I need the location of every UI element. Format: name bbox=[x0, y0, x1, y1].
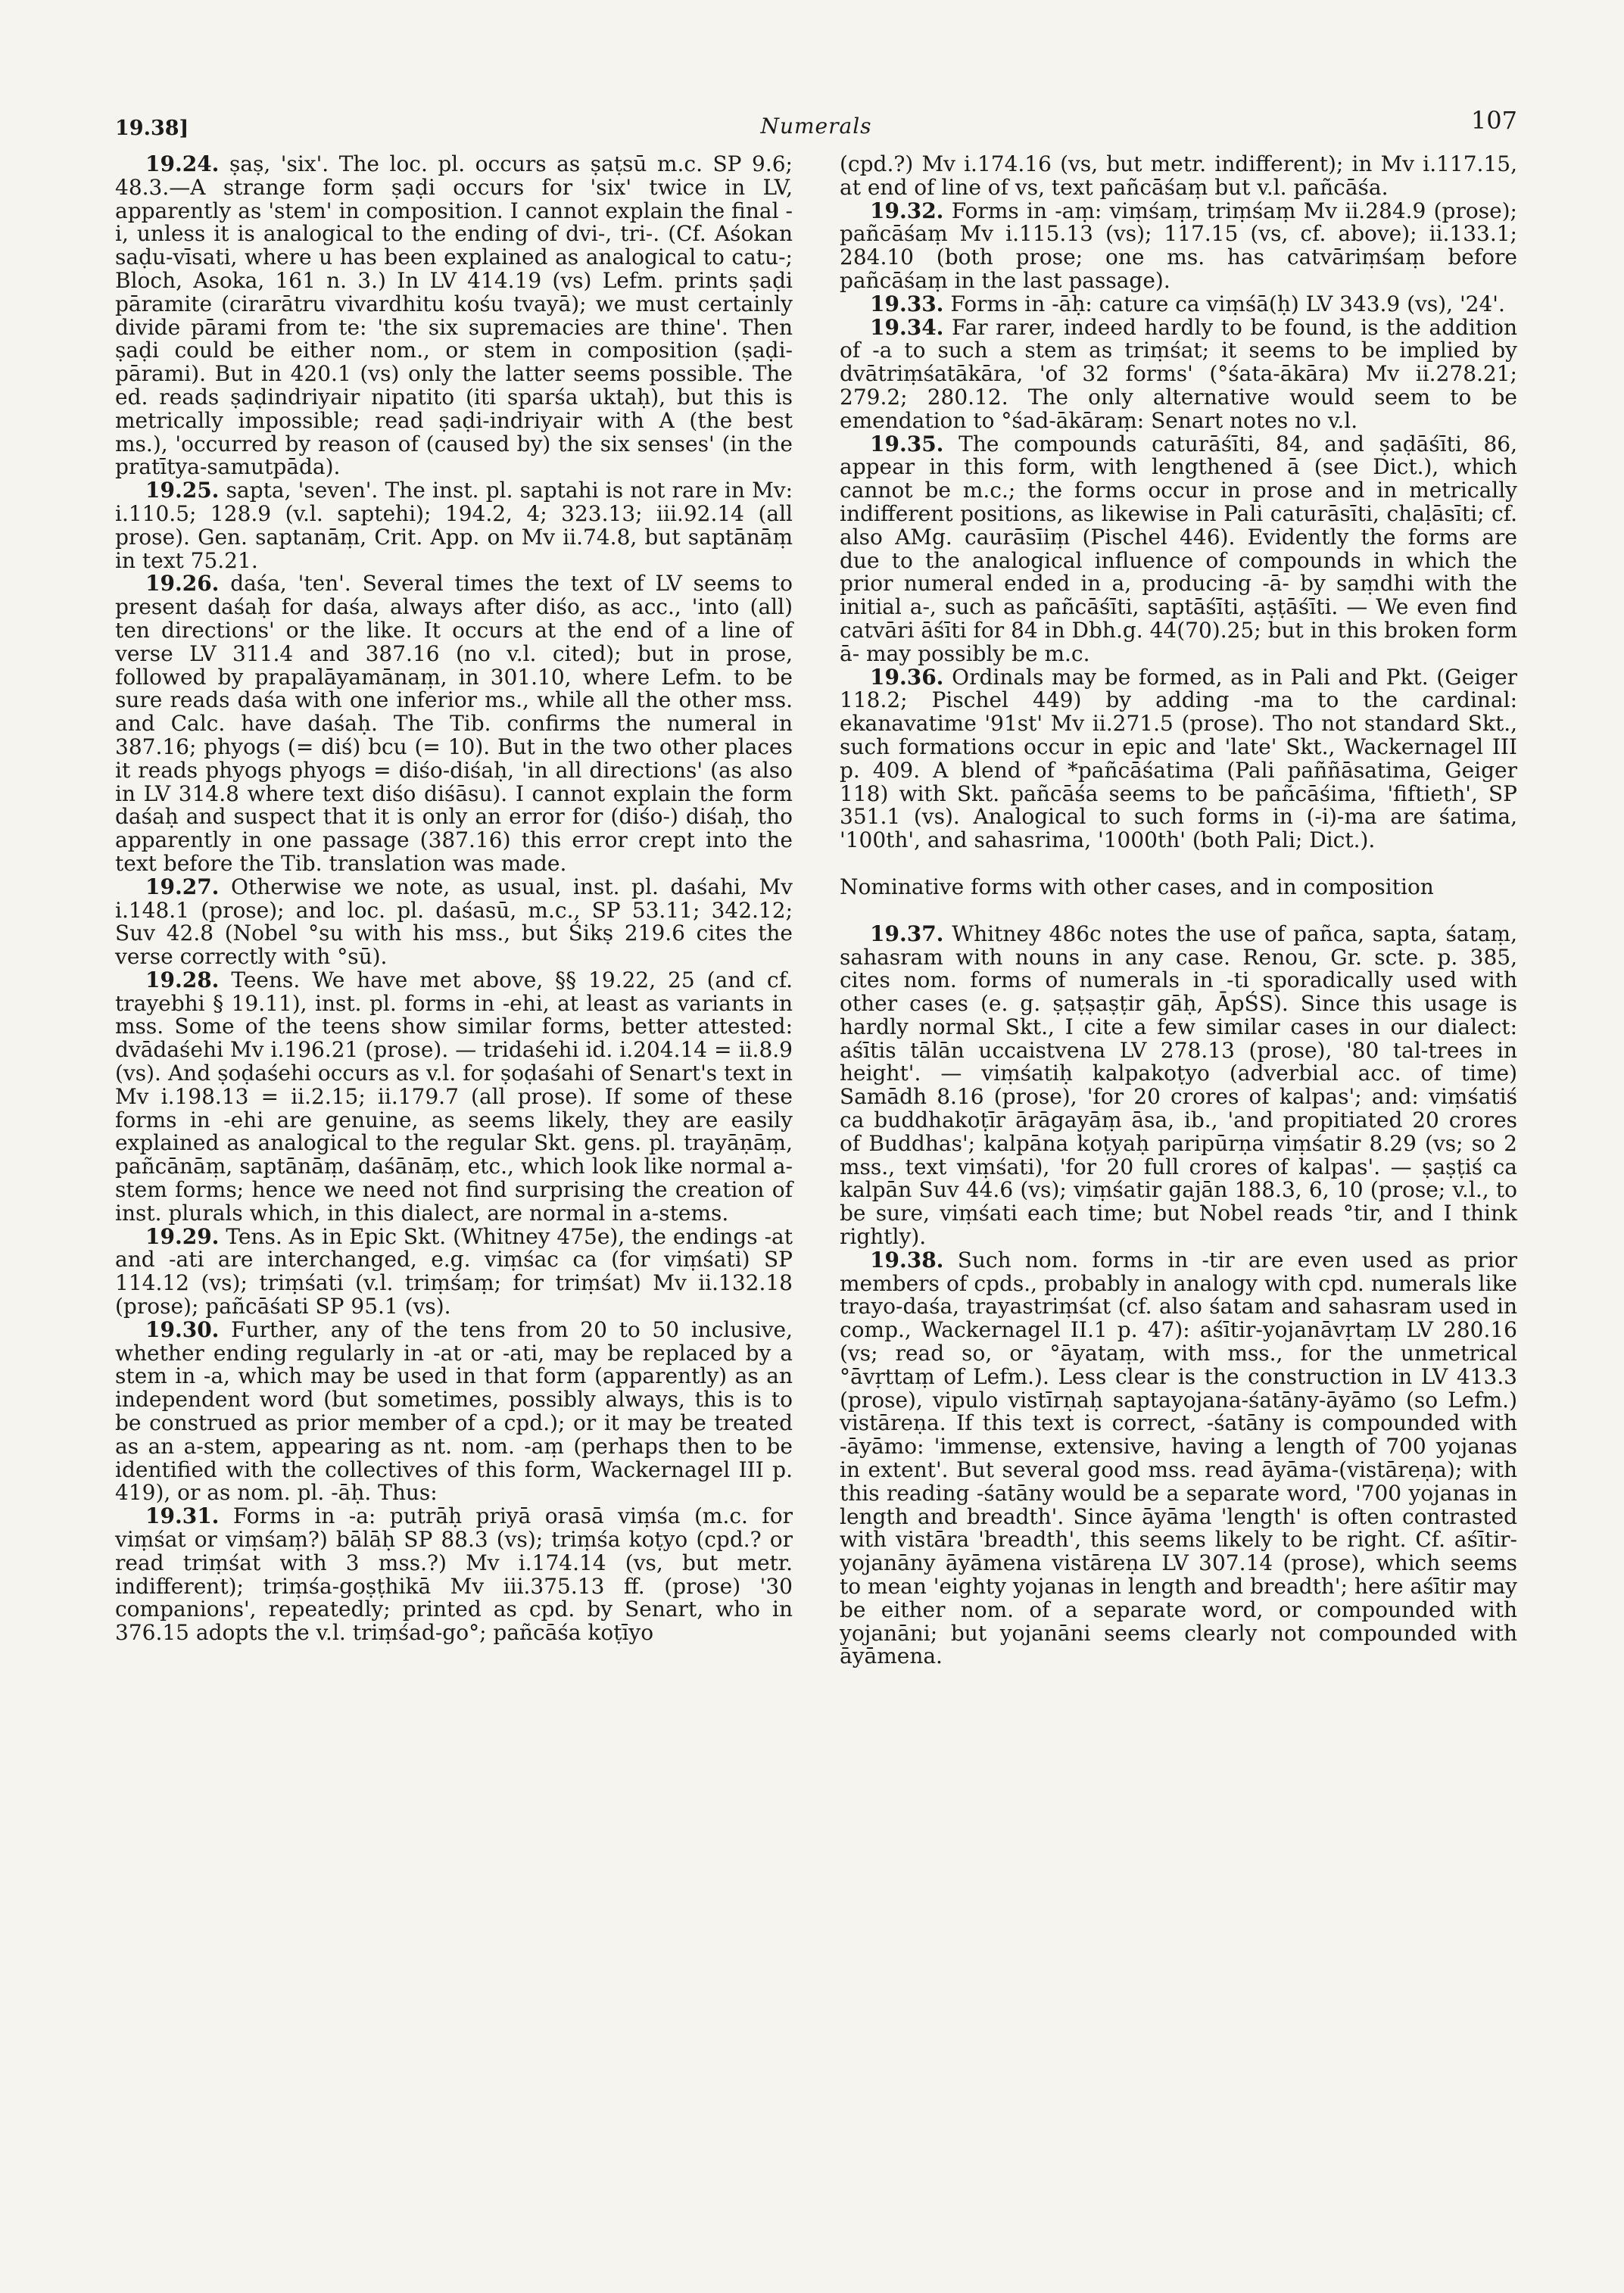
section-number: 19.32. bbox=[870, 198, 944, 223]
section-number: 19.25. bbox=[145, 478, 220, 503]
paragraph-text: daśa, 'ten'. Several times the text of LV seems to present daśaḥ for daśa, always after diśo, as acc., 'into (all) ten directions' or the like. It occurs at the end of a line of verse LV 311.4 and 387.16 (no v.l. cited); but in prose, followed by prapalāyamānaṃ, in 301.10, where Lefm. to be sure reads daśa with one inferior ms., while all the other mss. and Calc. have daśaḥ. The Tib. confirms the numeral in 387.16; phyogs (= diś) bcu (= 10). But in the two other places it reads phyogs phyogs = diśo-diśaḥ, 'in all directions' (as also in LV 314.8 where text diśo diśāsu). I cannot explain the form daśaḥ and suspect that it is only an error for (diśo-) diśaḥ, tho apparently in one passage (387.16) this error crept into the text before the Tib. translation was made. bbox=[115, 571, 793, 876]
paragraph-19-31 bbox=[115, 1505, 793, 1645]
paragraph-19-28 bbox=[115, 969, 793, 1226]
section-number: 19.30. bbox=[145, 1316, 220, 1342]
paragraph-text: The compounds caturāśīti, 84, and ṣaḍāśīti, 86, appear in this form, with lengthened ā (see Dict.), which cannot be m.c.; the forms occur in prose and in metrically indifferent positions, as likewise in Pali caturāsīti, chaḷāsīti; cf. also AMg. caurāsīiṃ (Pischel 446). Evidently the forms are due to the analogical influence of compounds in which the prior numeral ended in a, producing -ā- by saṃdhi with the initial a-, such as pañcāśīti, saptāśīti, aṣṭāśīti. — We even find catvāri āśīti for 84 in Dbh.g. 44(70).25; but in this broken form ā- may possibly be m.c. bbox=[840, 431, 1518, 666]
paragraph-19-37 bbox=[840, 923, 1517, 1249]
paragraph-text: sapta, 'seven'. The inst. pl. saptahi is not rare in Mv: i.110.5; 128.9 (v.l. saptehi); 194.2, 4; 323.13; iii.92.14 (all prose). Gen. saptanāṃ, Crit. App. on Mv ii.74.8, but saptānāṃ in text 75.21. bbox=[115, 478, 793, 573]
paragraph-19-29 bbox=[115, 1223, 793, 1319]
text-columns bbox=[115, 153, 1517, 1668]
page-header bbox=[115, 106, 1517, 144]
section-number: 19.24. bbox=[145, 151, 220, 176]
section-number: 19.38. bbox=[870, 1247, 944, 1273]
section-number: 19.28. bbox=[145, 967, 220, 992]
section-number: 19.27. bbox=[145, 874, 220, 899]
right-column bbox=[840, 153, 1517, 1668]
paragraph-19-38 bbox=[840, 1249, 1517, 1668]
running-header-section: 19.38] bbox=[115, 117, 189, 140]
paragraph-19-26 bbox=[115, 572, 793, 875]
subsection-heading: Nominative forms with other cases, and in composition bbox=[840, 874, 1434, 899]
paragraph-text: Forms in -aṃ: viṃśaṃ, triṃśaṃ Mv ii.284.9 (prose); pañcāśaṃ Mv i.115.13 (vs); 117.15 (vs, cf. above); ii.133.1; 284.10 (both prose; one ms. has catvāriṃśaṃ before pañcāśaṃ in the last passage). bbox=[840, 198, 1517, 293]
paragraph-19-30 bbox=[115, 1316, 793, 1506]
page-number: 107 bbox=[1470, 106, 1517, 135]
paragraph-19-24 bbox=[115, 153, 793, 479]
paragraph-text: Forms in -a: putrāḥ priyā orasā viṃśa (m.c. for viṃśat or viṃśaṃ?) bālāḥ SP 88.3 (vs); triṃśa koṭyo (cpd.? or read triṃśat with 3 mss.?) Mv i.174.14 (vs, but metr. indifferent); triṃśa-goṣṭhikā Mv iii.375.13 ff. (prose) '30 companions', repeatedly; printed as cpd. by Senart, who in 376.15 adopts the v.l. triṃśad-go°; pañcāśa koṭīyo bbox=[115, 1503, 793, 1646]
paragraph-19-35 bbox=[840, 433, 1517, 666]
section-number: 19.29. bbox=[145, 1223, 220, 1249]
paragraph-text: Further, any of the tens from 20 to 50 inclusive, whether ending regularly in -at or -ati, may be replaced by a stem in -a, which may be used in that form (apparently) as an independent word (but sometimes, possibly always, this is to be construed as prior member of a cpd.); or it may be treated as an a-stem, appearing as nt. nom. -aṃ (perhaps then to be identified with the collectives of this form, Wackernagel III p. 419), or as nom. pl. -āḥ. Thus: bbox=[115, 1316, 793, 1506]
paragraph-text: (cpd.?) Mv i.174.16 (vs, but metr. indifferent); in Mv i.117.15, at end of line of vs, text pañcāśaṃ but v.l. pañcāśa. bbox=[840, 151, 1517, 200]
paragraph-text: Tens. As in Epic Skt. (Whitney 475e), the endings -at and -ati are interchanged, e.g. viṃśac ca (for viṃśati) SP 114.12 (vs); triṃśati (v.l. triṃśaṃ; for triṃśat) Mv ii.132.18 (prose); pañcāśati SP 95.1 (vs). bbox=[115, 1223, 793, 1319]
section-number: 19.34. bbox=[870, 314, 944, 340]
paragraph-text: Such nom. forms in -tir are even used as prior members of cpds., probably in analogy with cpd. numerals like trayo-daśa, trayastriṃśat (cf. also śatam and sahasram used in comp., Wackernagel II.1 p. 47): aśītir-yojanāvṛtaṃ LV 280.16 (vs; read so, or °āyataṃ, with mss., for the unmetrical °āvṛttaṃ of Lefm.). Less clear is the construction in LV 413.3 (prose), vipulo vistīrṇaḥ saptayojana-śatāny-āyāmo (so Lefm.) vistāreṇa. If this text is correct, -śatāny is compounded with -āyāmo: 'immense, extensive, having a length of 700 yojanas in extent'. But several good mss. read āyāma-(vistāreṇa); with this reading -śatāny would be a separate word, '700 yojanas in length and breadth'. Since āyāma 'length' is often contrasted with vistāra 'breadth', this seems likely to be right. Cf. aśītir-yojanāny āyāmena vistāreṇa LV 307.14 (prose), which seems to mean 'eighty yojanas in length and breadth'; here aśītir may be either nom. of a separate word, or compounded with yojanāni; but yojanāni seems clearly not compounded with āyāmena. bbox=[840, 1247, 1517, 1669]
section-number: 19.36. bbox=[870, 664, 944, 690]
paragraph-text: Far rarer, indeed hardly to be found, is the addition of -a to such a stem as triṃśat; it seems to be implied by dvātriṃśatākāra, 'of 32 forms' (°śata-ākāra) Mv ii.278.21; 279.2; 280.12. The only alternative would seem to be emendation to °śad-ākāraṃ: Senart notes no v.l. bbox=[840, 314, 1517, 433]
left-column bbox=[115, 153, 793, 1668]
paragraph-text: Ordinals may be formed, as in Pali and Pkt. (Geiger 118.2; Pischel 449) by adding -ma to the cardinal: ekanavatime '91st' Mv ii.271.5 (prose). Tho not standard Skt., such formations occur in epic and 'late' Skt., Wackernagel III p. 409. A blend of *pañcāśatima (Pali paññāsatima, Geiger 118) with Skt. pañcāśa seems to be pañcāśima, 'fiftieth', SP 351.1 (vs). Analogical to such forms in (-i)-ma are śatima, '100th', and sahasrima, '1000th' (both Pali; Dict.). bbox=[840, 664, 1517, 853]
paragraph-19-27 bbox=[115, 876, 793, 969]
paragraph-text: Whitney 486c notes the use of pañca, sapta, śataṃ, sahasram with nouns in any case. Renou, Gr. scte. p. 385, cites nom. forms of numerals in -ti sporadically used with other cases (e. g. ṣaṭṣaṣṭir gāḥ, ĀpŚS). Since this usage is hardly normal Skt., I cite a few similar cases in our dialect: aśītis tālān uccaistvena LV 278.13 (prose), '80 tal-trees in height'. — viṃśatiḥ kalpakoṭyo (adverbial acc. of time) Samādh 8.16 (prose), 'for 20 crores of kalpas'; and: viṃśatiś ca buddhakoṭīr ārāgayāṃ āsa, ib., 'and propitiated 20 crores of Buddhas'; kalpāna koṭyaḥ paripūrṇa viṃśatir 8.29 (vs; so 2 mss., text viṃśati), 'for 20 full crores of kalpas'. — ṣaṣṭiś ca kalpān Suv 44.6 (vs); viṃśatir gajān 188.3, 6, 10 (prose; v.l., to be sure, viṃśati each time; but Nobel reads °tir, and I think rightly). bbox=[840, 921, 1517, 1250]
section-number: 19.37. bbox=[870, 921, 944, 946]
section-number: 19.26. bbox=[145, 571, 220, 597]
paragraph-text: Teens. We have met above, §§ 19.22, 25 (and cf. trayebhi § 19.11), inst. pl. forms in -ehi, at least as variants in mss. Some of the teens show similar forms, better attested: dvādaśehi Mv i.196.21 (prose). — tridaśehi id. i.204.14 = ii.8.9 (vs). And ṣoḍaśehi occurs as v.l. for ṣoḍaśahi of Senart's text in Mv i.198.13 = ii.2.15; ii.179.7 (all prose). If some of these forms in -ehi are genuine, as seems likely, they are easily explained as analogical to the regular Skt. gens. pl. trayāṇāṃ, pañcānāṃ, saptānāṃ, daśānāṃ, etc., which look like normal a-stem forms; hence we need not find surprising the creation of inst. plurals which, in this dialect, are normal in a-stems. bbox=[115, 967, 793, 1226]
section-number: 19.33. bbox=[870, 291, 944, 316]
paragraph-19-36 bbox=[840, 666, 1517, 852]
running-header-title: Numerals bbox=[760, 114, 872, 139]
section-number: 19.35. bbox=[870, 431, 944, 456]
paragraph-19-32 bbox=[840, 200, 1517, 293]
paragraph-19-33 bbox=[840, 293, 1517, 316]
paragraph-19-31-continued bbox=[840, 153, 1517, 200]
paragraph-19-34 bbox=[840, 316, 1517, 433]
section-number: 19.31. bbox=[145, 1503, 220, 1529]
paragraph-text: ṣaṣ, 'six'. The loc. pl. occurs as ṣaṭsū m.c. SP 9.6; 48.3.—A strange form ṣaḍi occurs for 'six' twice in LV, apparently as 'stem' in composition. I cannot explain the final -i, unless it is analogical to the ending of dvi-, tri-. (Cf. Aśokan saḍu-vīsati, where u has been explained as analogical to catu-; Bloch, Asoka, 161 n. 3.) In LV 414.19 (vs) Lefm. prints ṣaḍi pāramite (cirarātru vivardhitu kośu tvayā); we must certainly divide pārami from te: 'the six supremacies are thine'. Then ṣaḍi could be either nom., or stem in composition (ṣaḍi-pārami). But in 420.1 (vs) only the latter seems possible. The ed. reads ṣaḍindriyair nipatito (iti sparśa uktaḥ), but this is metrically impossible; read ṣaḍi-indriyair with A (the best ms.), 'occurred by reason of (caused by) the six senses' (in the pratītya-samutpāda). bbox=[115, 151, 793, 480]
paragraph-19-25 bbox=[115, 479, 793, 572]
paragraph-text: Otherwise we note, as usual, inst. pl. daśahi, Mv i.148.1 (prose); and loc. pl. daśasū, m.c., SP 53.11; 342.12; Suv 42.8 (Nobel °su with his mss., but Śikṣ 219.6 cites the verse correctly with °sū). bbox=[115, 874, 793, 970]
paragraph-text: Forms in -āḥ: cature ca viṃśā(ḥ) LV 343.9 (vs), '24'. bbox=[950, 291, 1505, 316]
